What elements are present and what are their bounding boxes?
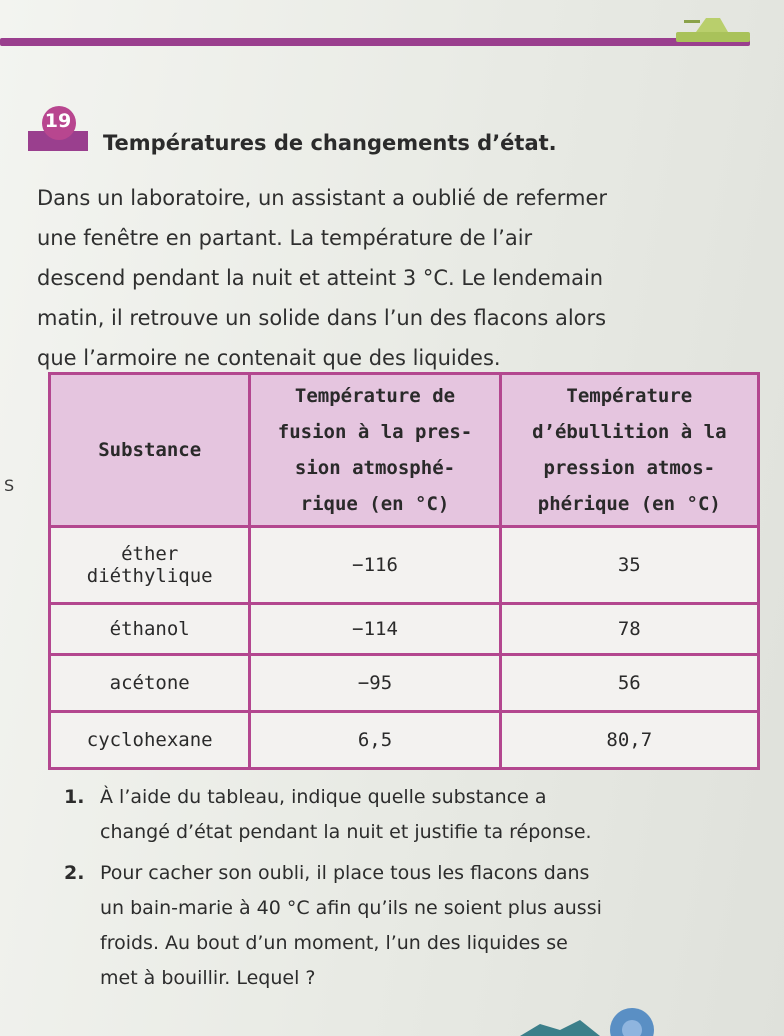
question-item xyxy=(64,780,764,850)
intro-line: que l’armoire ne contenait que des liquides. xyxy=(37,346,501,370)
intro-line: une fenêtre en partant. La température de l’air xyxy=(37,226,533,250)
fusion-cell: −114 xyxy=(250,604,500,655)
substance-line: acétone xyxy=(109,672,190,694)
table-row xyxy=(50,604,759,655)
substance-line: cyclohexane xyxy=(86,729,213,751)
intro-line: descend pendant la nuit et atteint 3 °C. Le lendemain xyxy=(37,266,604,290)
corner-decoration-icon xyxy=(676,14,750,44)
question-item xyxy=(64,856,764,996)
substance-cell xyxy=(50,655,250,712)
state-change-table xyxy=(48,372,760,770)
header-line: d’ébullition à la xyxy=(532,421,727,443)
question-number: 2. xyxy=(64,862,85,884)
substance-line: diéthylique xyxy=(86,565,213,587)
substance-line: éther xyxy=(121,543,179,565)
header-line: Température de xyxy=(294,385,456,407)
boiling-cell: 78 xyxy=(500,604,758,655)
question-line: changé d’état pendant la nuit et justifie ta réponse. xyxy=(100,821,592,843)
margin-letter: S xyxy=(4,476,15,495)
header-line: pression atmos- xyxy=(543,457,716,479)
exercise-title: Températures de changements d’état. xyxy=(103,131,557,155)
question-number: 1. xyxy=(64,786,85,808)
substance-cell xyxy=(50,712,250,769)
header-substance xyxy=(50,374,250,527)
top-rule xyxy=(0,38,750,46)
boiling-cell: 35 xyxy=(500,527,758,604)
fusion-cell: −95 xyxy=(250,655,500,712)
table-row xyxy=(50,712,759,769)
bottom-decoration-icon xyxy=(520,1000,690,1036)
header-line: phérique (en °C) xyxy=(537,493,721,515)
header-line: sion atmosphé- xyxy=(294,457,456,479)
question-line: Pour cacher son oubli, il place tous les flacons dans xyxy=(100,862,590,884)
fusion-cell: 6,5 xyxy=(250,712,500,769)
questions-list xyxy=(64,780,764,996)
table-header-row xyxy=(50,374,759,527)
question-line: À l’aide du tableau, indique quelle substance a xyxy=(100,786,547,808)
header-boiling-temperature xyxy=(500,374,758,527)
table-row xyxy=(50,527,759,604)
exercise-number: 19 xyxy=(44,110,72,132)
substance-line: éthanol xyxy=(109,618,190,640)
substance-cell xyxy=(50,527,250,604)
header-line: Température xyxy=(566,385,693,407)
header-line: fusion à la pres- xyxy=(277,421,473,443)
question-line: un bain-marie à 40 °C afin qu’ils ne soient plus aussi xyxy=(100,897,602,919)
question-line: met à bouillir. Lequel ? xyxy=(100,967,316,989)
substance-cell xyxy=(50,604,250,655)
intro-line: matin, il retrouve un solide dans l’un des flacons alors xyxy=(37,306,607,330)
intro-line: Dans un laboratoire, un assistant a oublié de refermer xyxy=(37,186,608,210)
boiling-cell: 56 xyxy=(500,655,758,712)
intro-paragraph xyxy=(37,178,757,378)
fusion-cell: −116 xyxy=(250,527,500,604)
table-row xyxy=(50,655,759,712)
header-fusion-temperature xyxy=(250,374,500,527)
header-line: rique (en °C) xyxy=(300,493,450,515)
question-line: froids. Au bout d’un moment, l’un des liquides se xyxy=(100,932,568,954)
header-line: Substance xyxy=(98,439,202,461)
boiling-cell: 80,7 xyxy=(500,712,758,769)
